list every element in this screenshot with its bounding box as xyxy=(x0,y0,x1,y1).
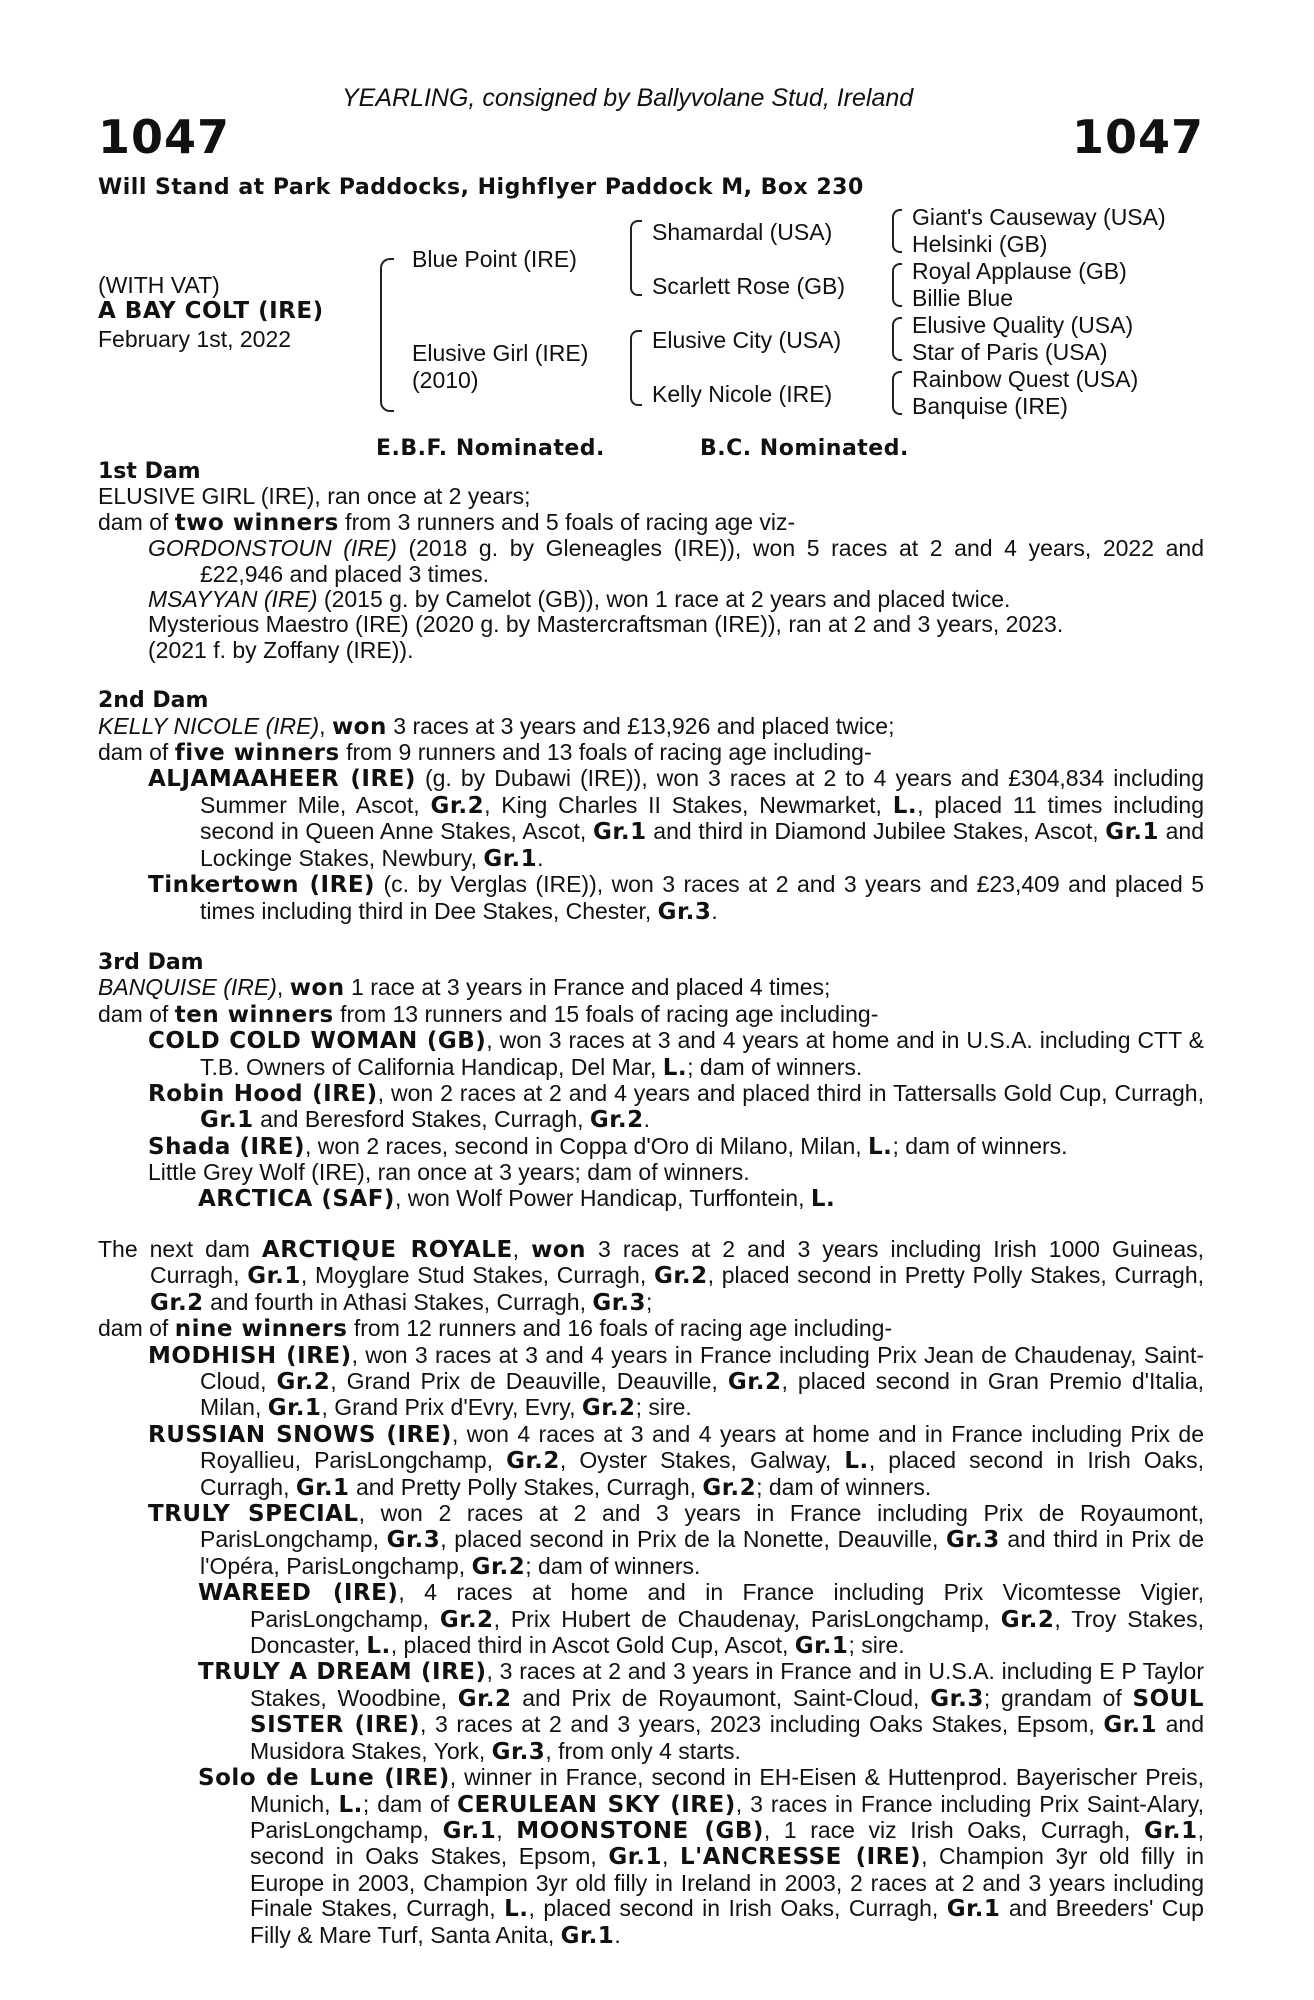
horse-name: A BAY COLT (IRE) xyxy=(98,298,324,324)
consignor-line: YEARLING, consigned by Ballyvolane Stud, Ireland xyxy=(342,84,914,112)
grandparent-6: Star of Paris (USA) xyxy=(912,339,1108,365)
produce-entry: ARCTICA (SAF), won Wolf Power Handicap, Turffontein, L. xyxy=(198,1184,836,1212)
dam-year: (2010) xyxy=(412,367,479,393)
lot-number-left: 1047 xyxy=(98,110,231,164)
produce-entry: MSAYYAN (IRE) (2015 g. by Camelot (GB)), won 1 race at 2 years and placed twice. xyxy=(148,586,1011,613)
gp-brace-4 xyxy=(892,371,902,415)
produce-entry: Shada (IRE), won 2 races, second in Coppa d'Oro di Milano, Milan, L.; dam of winners. xyxy=(148,1132,1068,1160)
second-dam-line: KELLY NICOLE (IRE), won 3 races at 3 years and £13,926 and placed twice; xyxy=(98,712,895,740)
dam-name: Elusive Girl (IRE) xyxy=(412,340,589,366)
catalogue-body xyxy=(98,459,1204,1949)
third-dam-produce: dam of ten winners from 13 runners and 15 foals of racing age including- xyxy=(98,1000,879,1028)
third-dam-line: BANQUISE (IRE), won 1 race at 3 years in France and placed 4 times; xyxy=(98,974,831,1002)
produce-entry: Solo de Lune (IRE), winner in France, second in EH-Eisen & Huttenprod. Bayerischer Preis, Munich, L.; dam of CERULEAN SKY (IRE), 3 races in France including Prix Saint-Alary, ParisLongchamp, Gr.1, MOONSTONE (GB), 1 race viz Irish Oaks, Curragh, Gr.1, second in Oaks Stakes, Epsom, Gr.1, L'ANCRESSE (IRE), Champion 3yr old filly in Europe in 2003, Champion 3yr old filly in Ireland in 2003, 2 races at 2 and 3 years including Finale Stakes, Curragh, L., placed second in Irish Oaks, Curragh, Gr.1 and Breeders' Cup Filly & Mare Turf, Santa Anita, Gr.1. xyxy=(198,1764,1205,1949)
grandparent-2: Helsinki (GB) xyxy=(912,231,1048,257)
grandparent-8: Banquise (IRE) xyxy=(912,393,1068,419)
foaling-date: February 1st, 2022 xyxy=(98,326,292,352)
next-dam-paragraph: The next dam ARCTIQUE ROYALE, won 3 races at 2 and 3 years including Irish 1000 Guineas, Curragh, Gr.1, Moyglare Stud Stakes, Curragh, Gr.2, placed second in Pretty Polly Stakes, Curragh, Gr.2 and fourth in Athasi Stakes, Curragh, Gr.3; xyxy=(98,1235,1205,1316)
produce-entry: RUSSIAN SNOWS (IRE), won 4 races at 3 and 4 years at home and in France including Prix de Royallieu, ParisLongchamp, Gr.2, Oyster Stakes, Galway, L., placed second in Irish Oaks, Curragh, Gr.1 and Pretty Polly Stakes, Curragh, Gr.2; dam of winners. xyxy=(148,1420,1204,1501)
produce-entry: Tinkertown (IRE) (c. by Verglas (IRE)), won 3 races at 2 and 3 years and £23,409 and placed 5 times including third in Dee Stakes, Chester, Gr.3. xyxy=(148,871,1204,925)
grandparent-1: Giant's Causeway (USA) xyxy=(912,204,1166,230)
bc-nomination: B.C. Nominated. xyxy=(700,436,909,461)
pedigree-brace xyxy=(380,258,394,412)
sire-dam: Scarlett Rose (GB) xyxy=(652,273,845,299)
grandparent-3: Royal Applause (GB) xyxy=(912,258,1127,284)
produce-entry: MODHISH (IRE), won 3 races at 3 and 4 years in France including Prix Jean de Chaudenay, Saint-Cloud, Gr.2, Grand Prix de Deauville, Deauville, Gr.2, placed second in Gran Premio d'Italia, Milan, Gr.1, Grand Prix d'Evry, Evry, Gr.2; sire. xyxy=(148,1341,1205,1422)
dam-brace xyxy=(630,330,642,406)
sire-sire: Shamardal (USA) xyxy=(652,219,833,245)
first-dam-line: ELUSIVE GIRL (IRE), ran once at 2 years; xyxy=(98,483,531,510)
first-dam-heading: 1st Dam xyxy=(98,459,201,484)
produce-entry: COLD COLD WOMAN (GB), won 3 races at 3 and 4 years at home and in U.S.A. including CTT & T.B. Owners of California Handicap, Del Mar, L.; dam of winners. xyxy=(148,1027,1205,1081)
produce-entry: WAREED (IRE), 4 races at home and in France including Prix Vicomtesse Vigier, ParisLongchamp, Gr.2, Prix Hubert de Chaudenay, ParisLongchamp, Gr.2, Troy Stakes, Doncaster, L., placed third in Ascot Gold Cup, Ascot, Gr.1; sire. xyxy=(198,1579,1205,1660)
vat-note: (WITH VAT) xyxy=(98,272,220,298)
lot-number-right: 1047 xyxy=(1071,110,1204,164)
dam-dam: Kelly Nicole (IRE) xyxy=(652,381,833,407)
produce-entry: ALJAMAAHEER (IRE) (g. by Dubawi (IRE)), won 3 races at 2 to 4 years and £304,834 including Summer Mile, Ascot, Gr.2, King Charles II Stakes, Newmarket, L., placed 11 times including second in Queen Anne Stakes, Ascot, Gr.1 and third in Diamond Jubilee Stakes, Ascot, Gr.1 and Lockinge Stakes, Newbury, Gr.1. xyxy=(148,765,1205,872)
produce-entry: (2021 f. by Zoffany (IRE)). xyxy=(148,636,414,663)
gp-brace-2 xyxy=(892,263,902,307)
produce-entry: GORDONSTOUN (IRE) (2018 g. by Gleneagles (IRE)), won 5 races at 2 and 4 years, 2022 and £22,946 and placed 3 times. xyxy=(148,535,1204,587)
grandparent-4: Billie Blue xyxy=(912,285,1013,311)
sire-brace xyxy=(630,220,642,296)
grandparent-5: Elusive Quality (USA) xyxy=(912,312,1134,338)
produce-entry: Little Grey Wolf (IRE), ran once at 3 years; dam of winners. xyxy=(148,1159,750,1186)
produce-entry: TRULY A DREAM (IRE), 3 races at 2 and 3 years in France and in U.S.A. including E P Taylor Stakes, Woodbine, Gr.2 and Prix de Royaumont, Saint-Cloud, Gr.3; grandam of SOUL SISTER (IRE), 3 races at 2 and 3 years, 2023 including Oaks Stakes, Epsom, Gr.1 and Musidora Stakes, York, Gr.3, from only 4 starts. xyxy=(198,1658,1205,1765)
gp-brace-1 xyxy=(892,209,902,253)
second-dam-heading: 2nd Dam xyxy=(98,688,209,714)
stand-location: Will Stand at Park Paddocks, Highflyer Paddock M, Box 230 xyxy=(98,175,864,200)
ebf-nomination: E.B.F. Nominated. xyxy=(376,436,605,461)
second-dam-produce: dam of five winners from 9 runners and 13 foals of racing age including- xyxy=(98,739,872,767)
produce-entry: Mysterious Maestro (IRE) (2020 g. by Mastercraftsman (IRE)), ran at 2 and 3 years, 2023. xyxy=(148,611,1064,638)
next-dam-produce: dam of nine winners from 12 runners and 16 foals of racing age including- xyxy=(98,1315,893,1343)
sire-name: Blue Point (IRE) xyxy=(412,246,577,272)
grandparent-7: Rainbow Quest (USA) xyxy=(912,366,1139,392)
third-dam-heading: 3rd Dam xyxy=(98,949,204,975)
produce-entry: Robin Hood (IRE), won 2 races at 2 and 4 years and placed third in Tattersalls Gold Cup, Curragh, Gr.1 and Beresford Stakes, Curragh, Gr.2. xyxy=(148,1079,1204,1134)
gp-brace-3 xyxy=(892,317,902,361)
produce-entry: TRULY SPECIAL, won 2 races at 2 and 3 years in France including Prix de Royaumont, ParisLongchamp, Gr.3, placed second in Prix de la Nonette, Deauville, Gr.3 and third in Prix de l'Opéra, ParisLongchamp, Gr.2; dam of winners. xyxy=(148,1500,1204,1580)
first-dam-produce: dam of two winners from 3 runners and 5 foals of racing age viz- xyxy=(98,508,796,536)
dam-sire: Elusive City (USA) xyxy=(652,327,842,353)
